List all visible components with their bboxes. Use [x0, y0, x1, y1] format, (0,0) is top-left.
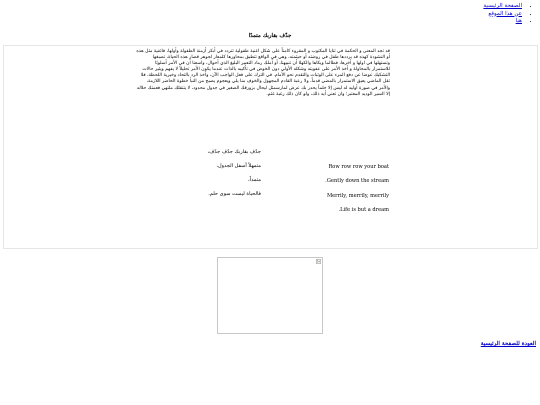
broken-image-icon [316, 259, 321, 264]
top-navigation [483, 3, 530, 26]
nav-link-go[interactable]: هيا [515, 18, 522, 25]
intro-paragraph: قد تجد المعنى و الحكمة في ثنايا المكتوب و المقروء كامناً على شكل اغنية طفولية تتردد في أبكر أزمنة الطفولة وأولها، فاغنية مثل هذه أو النشودة كهذه قد يرددها طفل في روضته أو حيثمته، وهي في الواقع تتطبق بمحاورها كلمعار لجوهر قصار هذه الحياة، تصبغها وتستهلها في اولها و أخرها، فطالما ويكاها والكهلا أن تنبيهنا، أو أملك رماد التعبير البليغ الذي أحوال، واسعنا أن في الأمر أسلوبًا للاستمرار بالمحاولة و أخذ الأمر على عفويته وشكله الأولي دون الخوض في تأكيبه بالذات عندما يكون الأمر تحليلاً لا يفهم ويثير حالات التشكيك عوضا عن دفع المرء على الوثبات والتقدم نحو الأمام. في الترك على فعل الواجب الآن، وأخذ الرد بالتحاد وخيرية اللحظة، فلا تقل الماضي يعيق الاستمرار بالمضي قدماً، ولا رعبة القادم المجهول والخوف منا يلي ويعجوم يصبح من النبأ خطوة الحاضر اللازمة، والأمر في صورة أوليه له ليس إلا حلماً يحدر بك عرض لمارسمثل ليحال بزورقك الصغير في جدول محدود، لا يتنقلك ملتهي فعمتك حلاله إلا السير الوديد المعتبر؛ وان تعني أيه ذلك، ولو كان ذلك رغبة غثم. [136, 49, 390, 97]
verse-arabic-3: متمداً، [248, 177, 261, 183]
nav-link-about[interactable]: عن هذا الموقع [488, 10, 522, 17]
page-title: جدّف بقاربك متمدًا [248, 33, 292, 39]
nav-item-go [483, 18, 522, 26]
back-to-home-link[interactable]: العودة للصفحة الرئيسية [480, 341, 536, 347]
verse-arabic-2: متمهلاً أسفل الجدول، [216, 163, 261, 169]
nav-item-home [483, 3, 522, 11]
verse-arabic-1: جدّف بقاربك جدّف جدّف، [207, 149, 261, 155]
nav-link-home[interactable]: الصفحة الرئيسية [483, 3, 522, 9]
verse-english-1: Row row row your boat [328, 164, 389, 170]
verse-arabic-4: فالحياة ليست سوى حلم. [208, 191, 261, 197]
verse-english-4: Life is but a dream. [338, 207, 389, 213]
verse-english-3: Merrily, merrily, merrily [326, 193, 389, 199]
verse-english-2: Gently down the stream. [325, 178, 389, 184]
poem-image [217, 257, 323, 334]
